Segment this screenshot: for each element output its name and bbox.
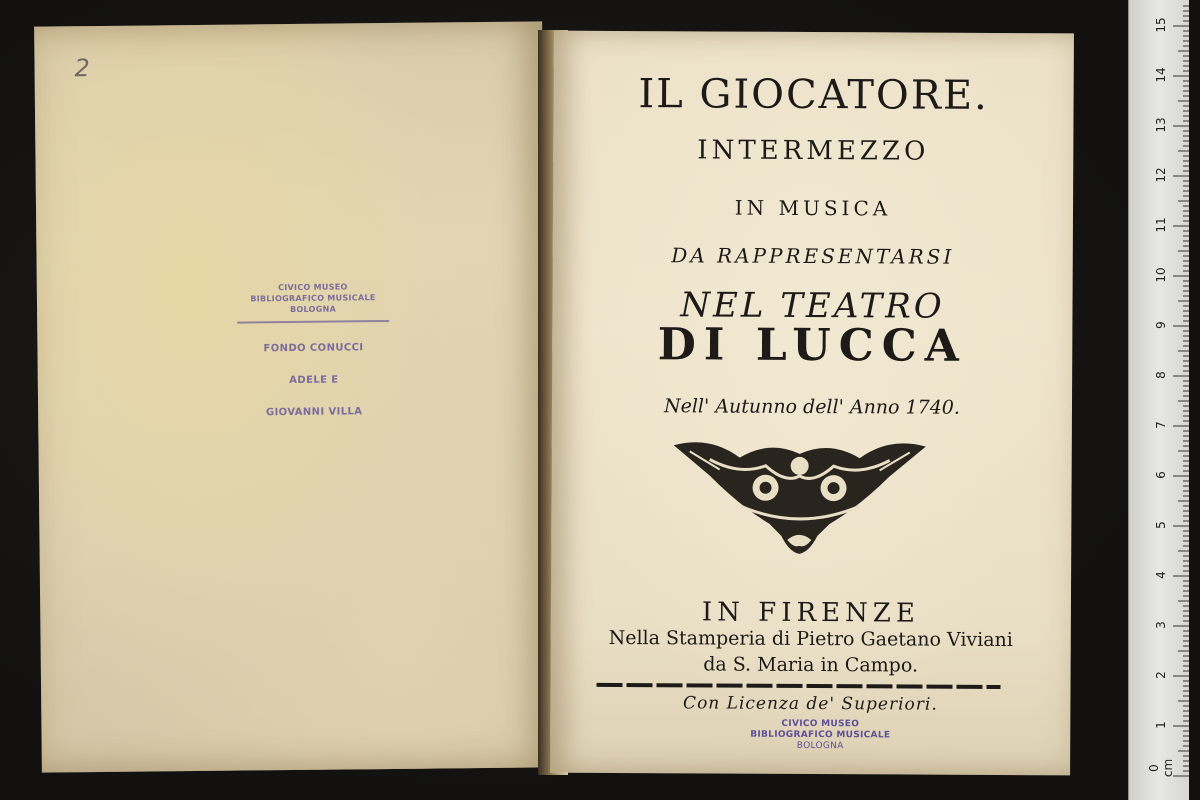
teatro-line: NEL TEATRO <box>680 285 945 327</box>
fondo-stamp-line: GIOVANNI VILLA <box>265 406 363 419</box>
measuring-ruler <box>1128 0 1189 800</box>
imprint-address: da S. Maria in Campo. <box>703 653 919 677</box>
ruler-number: 1 <box>1154 721 1168 729</box>
ruler-number: 7 <box>1154 421 1168 429</box>
ruler-number: 10 <box>1154 267 1168 283</box>
ruler-number: 12 <box>1154 167 1168 183</box>
in-musica-line: IN MUSICA <box>734 195 892 221</box>
ruler-unit-label: 0 cm <box>1147 758 1175 778</box>
ruler-number: 4 <box>1154 571 1168 579</box>
ruler-number: 2 <box>1154 671 1168 679</box>
imprint-printer: Nella Stamperia di Pietro Gaetano Viviani <box>608 626 1013 652</box>
stamp-line: BIBLIOGRAFICO MUSICALE <box>750 729 891 741</box>
work-title: IL GIOCATORE. <box>638 71 989 119</box>
library-stamp-bottom <box>730 719 910 753</box>
ruler-number: 11 <box>1154 217 1168 233</box>
ruler-number: 6 <box>1154 471 1168 479</box>
ruler-number: 15 <box>1154 17 1168 33</box>
rappresentarsi-line: DA RAPPRESENTARSI <box>671 243 955 269</box>
ruler-number: 5 <box>1154 521 1168 529</box>
title-page <box>550 31 1074 776</box>
genre-line: INTERMEZZO <box>697 135 930 167</box>
fondo-stamp-line: ADELE E <box>289 374 339 387</box>
printed-rule <box>597 683 1001 689</box>
stamp-line: CIVICO MUSEO <box>781 718 860 730</box>
fondo-stamp-line: FONDO CONUCCI <box>263 342 364 355</box>
ruler-number: 14 <box>1154 67 1168 83</box>
ruler-number: 9 <box>1154 321 1168 329</box>
woodcut-ornament <box>669 435 930 560</box>
show-through-text <box>572 461 577 477</box>
ruler-number: 8 <box>1154 371 1168 379</box>
city-line: DI LUCCA <box>657 319 967 372</box>
stamp-line: CIVICO MUSEO <box>278 282 348 293</box>
date-line: Nell' Autunno dell' Anno 1740. <box>663 395 961 419</box>
left-flyleaf <box>34 21 550 772</box>
stamp-line: BOLOGNA <box>289 304 337 315</box>
imprint-place: IN FIRENZE <box>701 597 920 629</box>
ruler-number: 13 <box>1154 117 1168 133</box>
stamp-line: BOLOGNA <box>796 740 844 752</box>
ruler-number: 3 <box>1154 621 1168 629</box>
stamp-rule <box>237 320 389 324</box>
library-stamp <box>233 281 395 430</box>
stamp-line: BIBLIOGRAFICO MUSICALE <box>250 293 376 304</box>
pencil-shelfmark: 2 <box>74 54 90 83</box>
licence-line: Con Licenza de' Superiori. <box>683 693 938 715</box>
